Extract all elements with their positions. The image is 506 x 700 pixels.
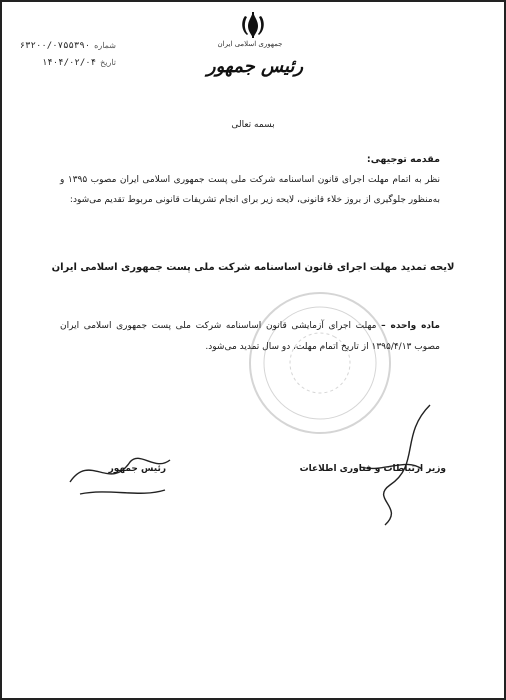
intro-body: نظر به اتمام مهلت اجرای قانون اساسنامه شرکت ملی پست جمهوری اسلامی ایران مصوب ۱۳۹۵ و به‌منظور جلوگیری از بروز خلاء قانونی، لایحه زیر برای انجام تشریفات قانونی مربوط تقدیم می‌شود: (60, 175, 440, 205)
republic-line: جمهوری اسلامی ایران (217, 40, 283, 48)
article-label: ماده واحده – (381, 321, 440, 331)
date-label: تاریخ (100, 58, 116, 67)
article-single (60, 316, 440, 358)
date-value: ۱۴۰۴/۰۲/۰۴ (41, 58, 97, 68)
intro-heading: مقدمه توجیهی: (366, 154, 440, 165)
number-label: شماره (94, 41, 116, 50)
president-signature-title: رئیس جمهور (108, 464, 166, 474)
article-body: مهلت اجرای آزمایشی قانون اساسنامه شرکت ملی پست جمهوری اسلامی ایران مصوب ۱۳۹۵/۴/۱۳ از تاریخ اتمام مهلت، دو سال تمدید می‌شود. (60, 321, 440, 352)
letter-number (6, 41, 116, 51)
bismillah: بسمه تعالی (231, 120, 275, 130)
minister-title: وزیر ارتباطات و فناوری اطلاعات (299, 464, 446, 474)
president-title: رئیس جمهور (206, 56, 304, 77)
bill-title: لایحه تمدید مهلت اجرای قانون اساسنامه شرکت ملی پست جمهوری اسلامی ایران (51, 262, 455, 273)
number-value: ۶۳۲۰۰/۰۷۵۵۳۹۰ (19, 41, 91, 51)
letter-date (6, 58, 116, 68)
iran-emblem-icon (233, 10, 273, 40)
